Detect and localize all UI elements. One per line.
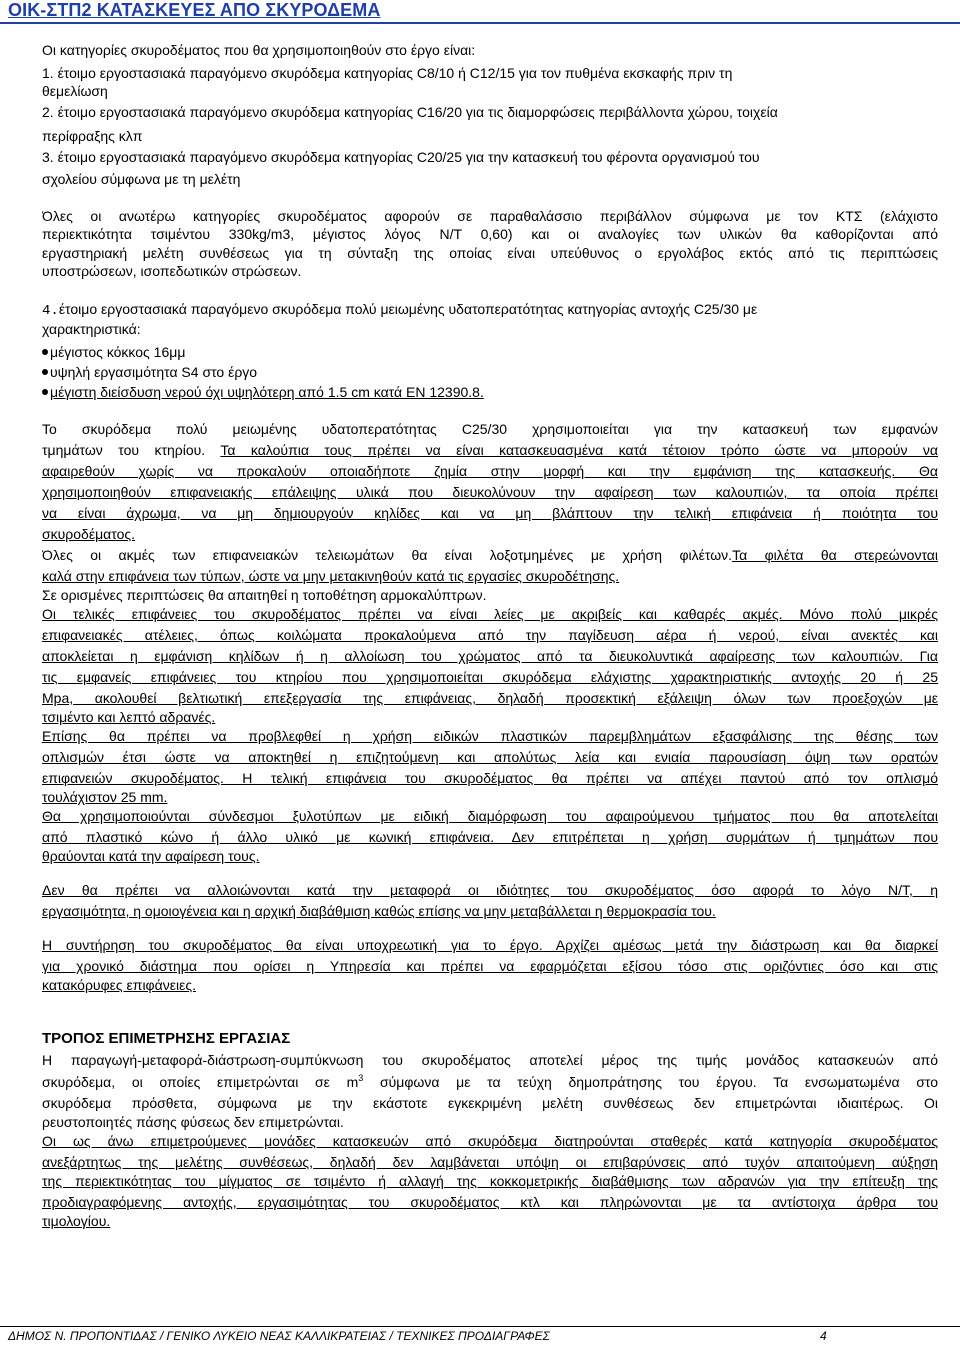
category-item-1-line-2: θεμελίωση	[42, 83, 108, 99]
bullet-text: μέγιστη διείσδυση νερού όχι υψηλότερη από 1.5 cm κατά ΕΝ 12390.8.	[50, 384, 484, 400]
item-4-line-1	[42, 300, 938, 320]
bullet-icon	[42, 349, 48, 355]
body-p3-line-1: Σε ορισμένες περιπτώσεις θα απαιτηθεί η τοποθέτηση αρμοκαλύπτρων.	[42, 587, 487, 603]
category-item-2-line-2: περίφραξης κλπ	[42, 128, 143, 144]
measurement-line-7: της περιεκτικότητας του μίγματος σε τσιμέντο ή αλλαγή της κοκκομετρικής διαβάθμισης των αδρανών για την επίτευξη της	[42, 1173, 938, 1189]
body-p1-line-2-part-a: τμημάτων του κτηρίου.	[42, 442, 221, 458]
measurement-line-3: σκυρόδεμα πρόσθετα, σύμφωνα με την εκάστοτε εγκεκριμένη μελέτη συνθέσεως δεν επιμετρώνται ιδιαιτέρως. Οι	[42, 1095, 938, 1111]
body-p8-line-1: Η συντήρηση του σκυροδέματος θα είναι υποχρεωτική για το έργο. Αρχίζει αμέσως μετά την διάστρωση και θα διαρκεί	[42, 937, 938, 953]
body-p7-line-1: Δεν θα πρέπει να αλλοιώνονται κατά την μεταφορά οι ιδιότητες του σκυροδέματος όσο αφορά το λόγο Ν/Τ, η	[42, 882, 938, 898]
item-4-number: 4.	[42, 303, 59, 319]
body-p4-line-5: Mpa, ακολουθεί βελτιωτική επεξεργασία της επιφάνειας, δηλαδή προσεκτική εξάλειψη όλων των προεξοχών με	[42, 690, 938, 706]
body-p2-line-2: καλά στην επιφάνεια των τύπων, ώστε να μην μετακινηθούν κατά τις εργασίες σκυροδέτησης.	[42, 568, 620, 584]
bullet-item-2	[42, 363, 938, 381]
measurement-heading: ΤΡΟΠΟΣ ΕΠΙΜΕΤΡΗΣΗΣ ΕΡΓΑΣΙΑΣ	[42, 1030, 291, 1047]
body-p8-line-2: για χρονικό διάστημα που ορίσει η Υπηρεσία και πρέπει να εφαρμόζεται εξίσου τόσο στις οριζόντιες όσο και στις	[42, 958, 938, 974]
body-p5-line-4: τουλάχιστον 25 mm.	[42, 789, 168, 805]
item-4-line-2: χαρακτηριστικά:	[42, 321, 141, 337]
body-p2-line-1-part-b: Τα φιλέτα θα στερεώνονται	[732, 547, 938, 563]
body-p1-line-4: χρησιμοποιηθούν επιφανειακής επάλειψης υλικά που διευκολύνουν την αφαίρεση των καλουπιών, τα οποία πρέπει	[42, 484, 938, 500]
bullet-icon	[42, 389, 48, 395]
body-p8-line-3: κατακόρυφες επιφάνειες.	[42, 977, 196, 993]
body-p4-line-2: επιφανειακές ατέλειες, όπως κοιλώματα προκαλούμενα από την παγίδευση αέρα ή νερού, είναι ανεκτές και	[42, 627, 938, 643]
page-number: 4	[820, 1329, 827, 1343]
measurement-line-8: προδιαγραφόμενης αντοχής, εργασιμότητας του σκυροδέματος κτλ και πληρώνονται με τα αντίστοιχα άρθρα του	[42, 1194, 938, 1210]
measurement-line-2-part-a: σκυρόδεμα, οι οποίες επιμετρώνται σε m	[42, 1074, 359, 1090]
body-p1-line-6: σκυροδέματος.	[42, 526, 135, 542]
category-item-2-line-1: 2. έτοιμο εργοστασιακά παραγόμενο σκυρόδεμα κατηγορίας C16/20 για τις διαμορφώσεις περιβάλλοντα χώρου, τοιχεία	[42, 104, 778, 120]
measurement-line-2-superscript: 3	[358, 1073, 364, 1083]
measurement-line-9: τιμολογίου.	[42, 1213, 111, 1229]
measurement-line-2	[42, 1073, 938, 1093]
environment-paragraph-line-4: υποστρώσεων, ισοπεδωτικών στρώσεων.	[42, 263, 302, 279]
environment-paragraph-line-2: περιεκτικότητα τσιμέντου 330kg/m3, μέγιστος λόγος Ν/Τ 0,60) και οι αναλογίες των υλικών θα καθορίζονται από	[42, 226, 938, 242]
footer-rule	[0, 1326, 960, 1327]
body-p5-line-2: οπλισμών έτσι ώστε να αποκτηθεί η επιζητούμενη και απολύτως λεία και ενιαία παρουσίαση όψη των ορατών	[42, 749, 938, 765]
category-item-3-line-1: 3. έτοιμο εργοστασιακά παραγόμενο σκυρόδεμα κατηγορίας C20/25 για την κατασκευή του φέροντα οργανισμού του	[42, 149, 760, 165]
title-underline-rule	[0, 22, 960, 24]
measurement-line-4: ρευστοποιητές πάσης φύσεως δεν επιμετρώνται.	[42, 1114, 344, 1130]
categories-intro: Οι κατηγορίες σκυροδέματος που θα χρησιμοποιηθούν στο έργο είναι:	[42, 42, 476, 58]
footer-text: ΔΗΜΟΣ Ν. ΠΡΟΠΟΝΤΙΔΑΣ / ΓΕΝΙΚΟ ΛΥΚΕΙΟ ΝΕΑΣ ΚΑΛΛΙΚΡΑΤΕΙΑΣ / ΤΕΧΝΙΚΕΣ ΠΡΟΔΙΑΓΡΑΦΕΣ	[8, 1329, 550, 1343]
bullet-item-1	[42, 343, 938, 361]
body-p6-line-1: Θα χρησιμοποιούνται σύνδεσμοι ξυλοτύπων με ειδική διαμόρφωση του αφαιρούμενου τμήματος που θα αποτελείται	[42, 808, 938, 824]
measurement-line-1: Η παραγωγή-μεταφορά-διάστρωση-συμπύκνωση του σκυροδέματος αποτελεί μέρος της τιμής μονάδος κατασκευών από	[42, 1052, 938, 1068]
body-p4-line-1: Οι τελικές επιφάνειες του σκυροδέματος πρέπει να είναι λείες με ακριβείς και καθαρές ακμές. Μόνο πολύ μικρές	[42, 606, 938, 622]
body-p4-line-3: αποκλείεται η εμφάνιση κηλίδων ή η αλλοίωση του χρώματος από τα διευκολυντικά αφαίρεσης των καλουπιών. Για	[42, 648, 938, 664]
body-p1-line-5: να είναι άχρωμα, να μη δημιουργούν κηλίδες και να μη βλάπτουν την τελική επιφάνεια ή ποιότητα του	[42, 505, 938, 521]
body-p1-line-3: αφαιρεθούν χωρίς να προκαλούν οποιαδήποτε ζημία στην μορφή και την εμφάνιση της κατασκευής. Θα	[42, 463, 938, 479]
page-title: ΟΙΚ-ΣΤΠ2 ΚΑΤΑΣΚΕΥΕΣ ΑΠΟ ΣΚΥΡΟΔΕΜΑ	[8, 0, 381, 20]
body-p6-line-3: θραύονται κατά την αφαίρεση τους.	[42, 848, 260, 864]
body-p5-line-1: Επίσης θα πρέπει να προβλεφθεί η χρήση ειδικών πλαστικών παρεμβλημάτων εξασφάλισης της θέσης των	[42, 728, 938, 744]
body-p7-line-2: εργασιμότητα, η ομοιογένεια και η αρχική διαβάθμιση καθώς επίσης να μην μεταβάλλεται η θερμοκρασία του.	[42, 903, 716, 919]
body-p2-line-1	[42, 546, 938, 564]
body-p5-line-3: επιφανειών σκυροδέματος. Η τελική επιφάνεια του σκυροδέματος θα πρέπει να απέχει παντού από τον οπλισμό	[42, 770, 938, 786]
measurement-line-2-part-b: σύμφωνα με τα τεύχη δημοπράτησης του έργου. Τα ενσωματωμένα στο	[363, 1074, 938, 1090]
bullet-icon	[42, 369, 48, 375]
body-p4-line-6: τσιμέντο και λεπτό αδρανές.	[42, 709, 216, 725]
environment-paragraph-line-1: Όλες οι ανωτέρω κατηγορίες σκυροδέματος αφορούν σε παραθαλάσσιο περιβάλλον σύμφωνα με τον ΚΤΣ (ελάχιστο	[42, 208, 938, 224]
bullet-text: υψηλή εργασιμότητα S4 στο έργο	[50, 364, 258, 380]
body-p6-line-2: από πλαστικό κώνο ή άλλο υλικό με κωνική επιφάνεια. Δεν επιτρέπεται η χρήση συρμάτων ή τμημάτων που	[42, 829, 938, 845]
body-p1-line-1: Το σκυρόδεμα πολύ μειωμένης υδατοπερατότητας C25/30 χρησιμοποιείται για την κατασκευή των εμφανών	[42, 421, 938, 437]
category-item-3-line-2: σχολείου σύμφωνα με τη μελέτη	[42, 171, 241, 187]
body-p4-line-4: τις εμφανείς επιφάνειες του κτηρίου που χρησιμοποιείται σκυρόδεμα ελάχιστης χαρακτηριστικής αντοχής 20 ή 25	[42, 669, 938, 685]
measurement-line-6: ανεξάρτητως της μελέτης συνθέσεως, δηλαδή δεν λαμβάνεται υπόψη οι επιβαρύνσεις από τυχόν απαιτούμενη αύξηση	[42, 1154, 938, 1170]
bullet-text: μέγιστος κόκκος 16μμ	[50, 344, 186, 360]
bullet-item-3	[42, 383, 938, 401]
environment-paragraph-line-3: εργαστηριακή μελέτη συνθέσεως για τη σύνταξη της οποίας είναι υπεύθυνος ο εργολάβος εκτός από τις περιπτώσεις	[42, 245, 938, 261]
category-item-1-line-1: 1. έτοιμο εργοστασιακά παραγόμενο σκυρόδεμα κατηγορίας C8/10 ή C12/15 για τον πυθμένα εκσκαφής πριν τη	[42, 65, 733, 81]
item-4-text: έτοιμο εργοστασιακά παραγόμενο σκυρόδεμα πολύ μειωμένης υδατοπερατότητας κατηγορίας αντοχής C25/30 με	[58, 301, 758, 317]
body-p2-line-1-part-a: Όλες οι ακμές των επιφανειακών τελειωμάτων θα είναι λοξοτμημένες με χρήση φιλέτων.	[42, 547, 733, 563]
body-p1-line-2	[42, 441, 938, 459]
measurement-line-5: Οι ως άνω επιμετρούμενες μονάδες κατασκευών από σκυρόδεμα διατηρούνται σταθερές κατά κατηγορία σκυροδέματος	[42, 1133, 938, 1149]
body-p1-line-2-part-b: Τα καλούπια τους πρέπει να είναι κατασκευασμένα κατά τέτοιον τρόπο ώστε να μπορούν να	[220, 442, 938, 458]
